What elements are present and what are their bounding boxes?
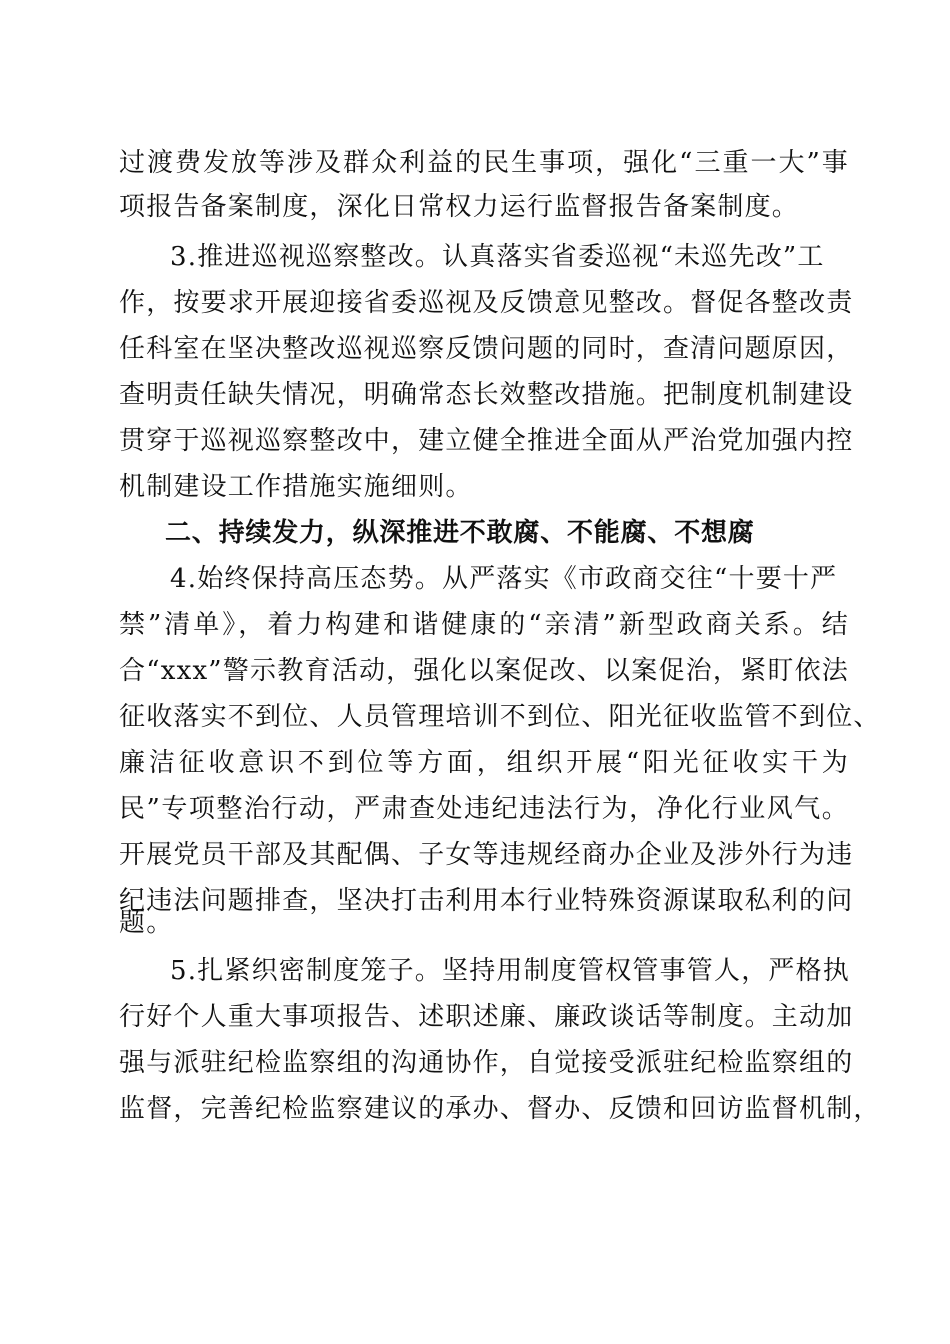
text-line: 4.始终保持高压态势。从严落实《市政商交往“十要十严 (170, 564, 838, 594)
text-line: 纪违法问题排查，坚决打击利用本行业特殊资源谋取私利的问 (119, 886, 854, 916)
text-line: 廉洁征收意识不到位等方面，组织开展“阳光征收实干为 (119, 748, 849, 778)
text-line: 强与派驻纪检监察组的沟通协作，自觉接受派驻纪检监察组的 (119, 1048, 854, 1078)
text-line: 任科室在坚决整改巡视巡察反馈问题的同时，查清问题原因， (119, 334, 854, 364)
text-line: 3.推进巡视巡察整改。认真落实省委巡视“未巡先改”工 (170, 242, 825, 272)
text-line: 合“xxx”警示教育活动，强化以案促改、以案促治，紧盯依法 (119, 656, 849, 686)
text-line: 征收落实不到位、人员管理培训不到位、阳光征收监管不到位、 (119, 702, 881, 732)
text-line: 民”专项整治行动，严肃查处违纪违法行为，净化行业风气。 (119, 794, 849, 824)
text-line: 过渡费发放等涉及群众利益的民生事项，强化“三重一大”事 (119, 148, 849, 178)
text-line: 题。 (119, 908, 174, 938)
text-line: 贯穿于巡视巡察整改中，建立健全推进全面从严治党加强内控 (119, 426, 854, 456)
text-line: 行好个人重大事项报告、述职述廉、廉政谈话等制度。主动加 (119, 1002, 854, 1032)
text-line: 机制建设工作措施实施细则。 (119, 472, 473, 502)
text-line: 禁”清单》，着力构建和谐健康的“亲清”新型政商关系。结 (119, 610, 849, 640)
section-heading: 二、持续发力，纵深推进不敢腐、不能腐、不想腐 (165, 518, 755, 548)
text-line: 开展党员干部及其配偶、子女等违规经商办企业及涉外行为违 (119, 840, 854, 870)
text-line: 项报告备案制度，深化日常权力运行监督报告备案制度。 (119, 192, 800, 222)
text-line: 5.扎紧织密制度笼子。坚持用制度管权管事管人，严格执 (170, 956, 851, 986)
text-line: 作，按要求开展迎接省委巡视及反馈意见整改。督促各整改责 (119, 288, 854, 318)
text-line: 查明责任缺失情况，明确常态长效整改措施。把制度机制建设 (119, 380, 854, 410)
text-line: 监督，完善纪检监察建议的承办、督办、反馈和回访监督机制， (119, 1094, 881, 1124)
